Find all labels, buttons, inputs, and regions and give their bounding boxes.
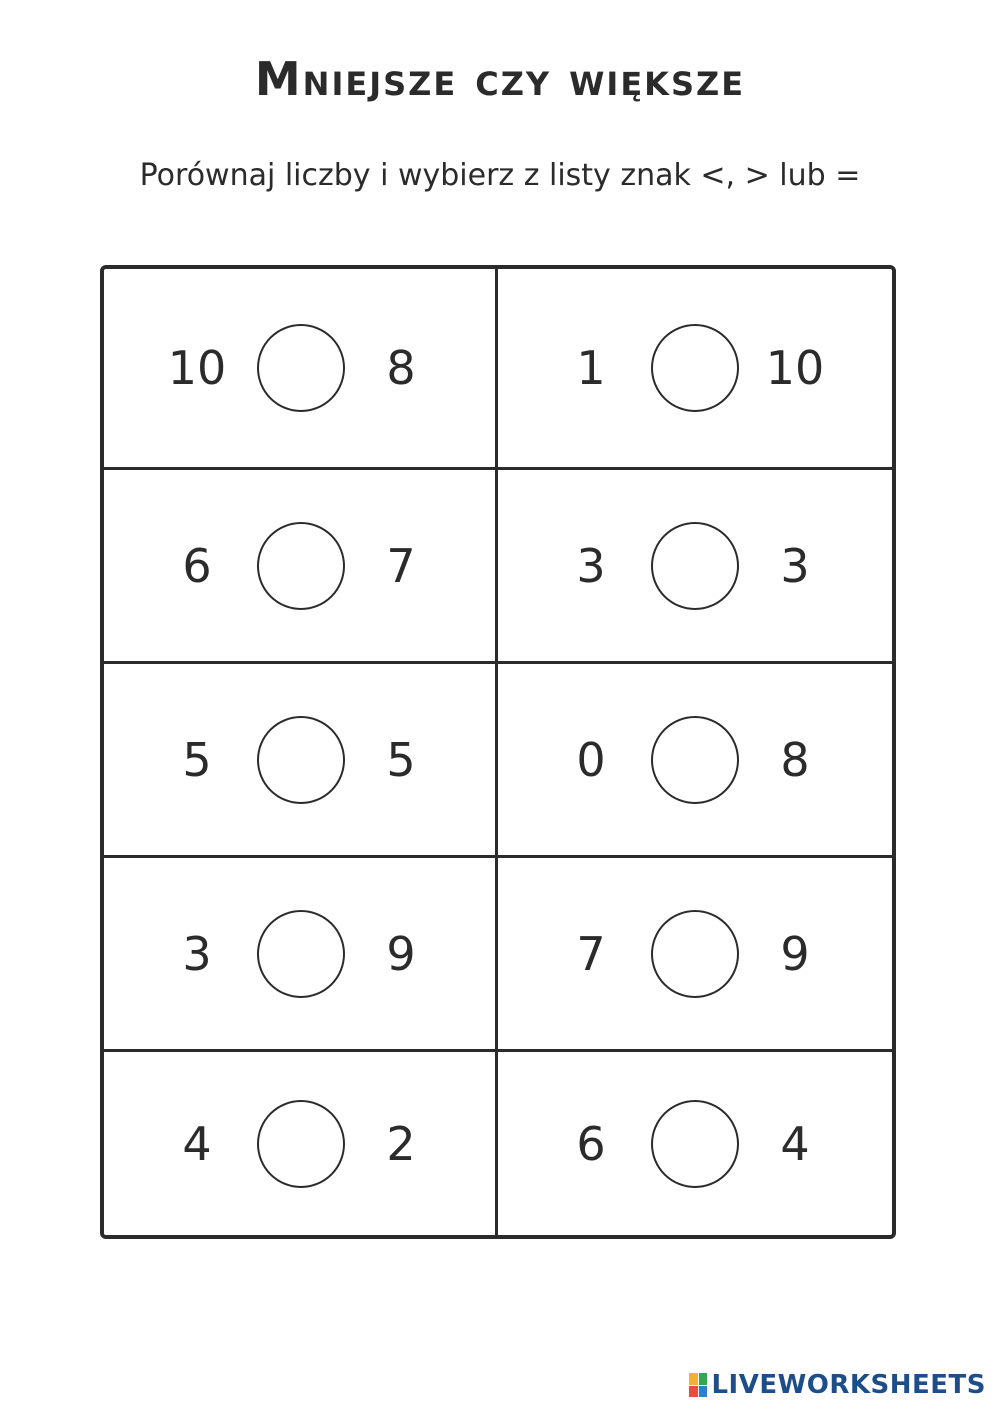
comparison-cell [104, 470, 498, 664]
right-number: 9 [386, 926, 416, 981]
comparison-cell [104, 269, 498, 470]
left-number: 7 [576, 926, 606, 981]
right-number: 3 [780, 538, 810, 593]
comparison-cell [104, 1052, 498, 1235]
liveworksheets-logo-icon [689, 1373, 707, 1397]
right-number: 9 [780, 926, 810, 981]
left-number: 6 [182, 538, 212, 593]
brand-name: LIVEWORKSHEETS [711, 1370, 986, 1400]
answer-dropdown[interactable] [257, 910, 345, 998]
answer-dropdown[interactable] [257, 324, 345, 412]
left-number: 3 [576, 538, 606, 593]
answer-dropdown[interactable] [651, 324, 739, 412]
left-number: 0 [576, 732, 606, 787]
right-number: 5 [386, 732, 416, 787]
comparison-cell [498, 858, 892, 1052]
comparison-cell [498, 269, 892, 470]
right-number: 8 [386, 341, 416, 395]
left-number: 5 [182, 732, 212, 787]
answer-dropdown[interactable] [651, 1100, 739, 1188]
left-number: 3 [182, 926, 212, 981]
comparison-grid [100, 265, 896, 1239]
answer-dropdown[interactable] [257, 1100, 345, 1188]
right-number: 4 [780, 1116, 810, 1171]
logo-square [699, 1386, 708, 1398]
logo-square [699, 1373, 708, 1385]
comparison-cell [498, 1052, 892, 1235]
comparison-cell [104, 664, 498, 858]
answer-dropdown[interactable] [651, 716, 739, 804]
right-number: 2 [386, 1116, 416, 1171]
answer-dropdown[interactable] [651, 522, 739, 610]
page-title: Mniejsze czy większe [254, 52, 746, 106]
comparison-cell [498, 664, 892, 858]
left-number: 1 [576, 341, 606, 395]
answer-dropdown[interactable] [651, 910, 739, 998]
logo-square [689, 1386, 698, 1398]
logo-square [689, 1373, 698, 1385]
left-number: 4 [182, 1116, 212, 1171]
left-number: 6 [576, 1116, 606, 1171]
comparison-cell [104, 858, 498, 1052]
right-number: 8 [780, 732, 810, 787]
left-number: 10 [167, 341, 227, 395]
comparison-cell [498, 470, 892, 664]
answer-dropdown[interactable] [257, 716, 345, 804]
instruction-text: Porównaj liczby i wybierz z listy znak <, > lub = [139, 158, 861, 193]
right-number: 10 [765, 341, 825, 395]
right-number: 7 [386, 538, 416, 593]
answer-dropdown[interactable] [257, 522, 345, 610]
liveworksheets-branding[interactable] [689, 1370, 986, 1400]
